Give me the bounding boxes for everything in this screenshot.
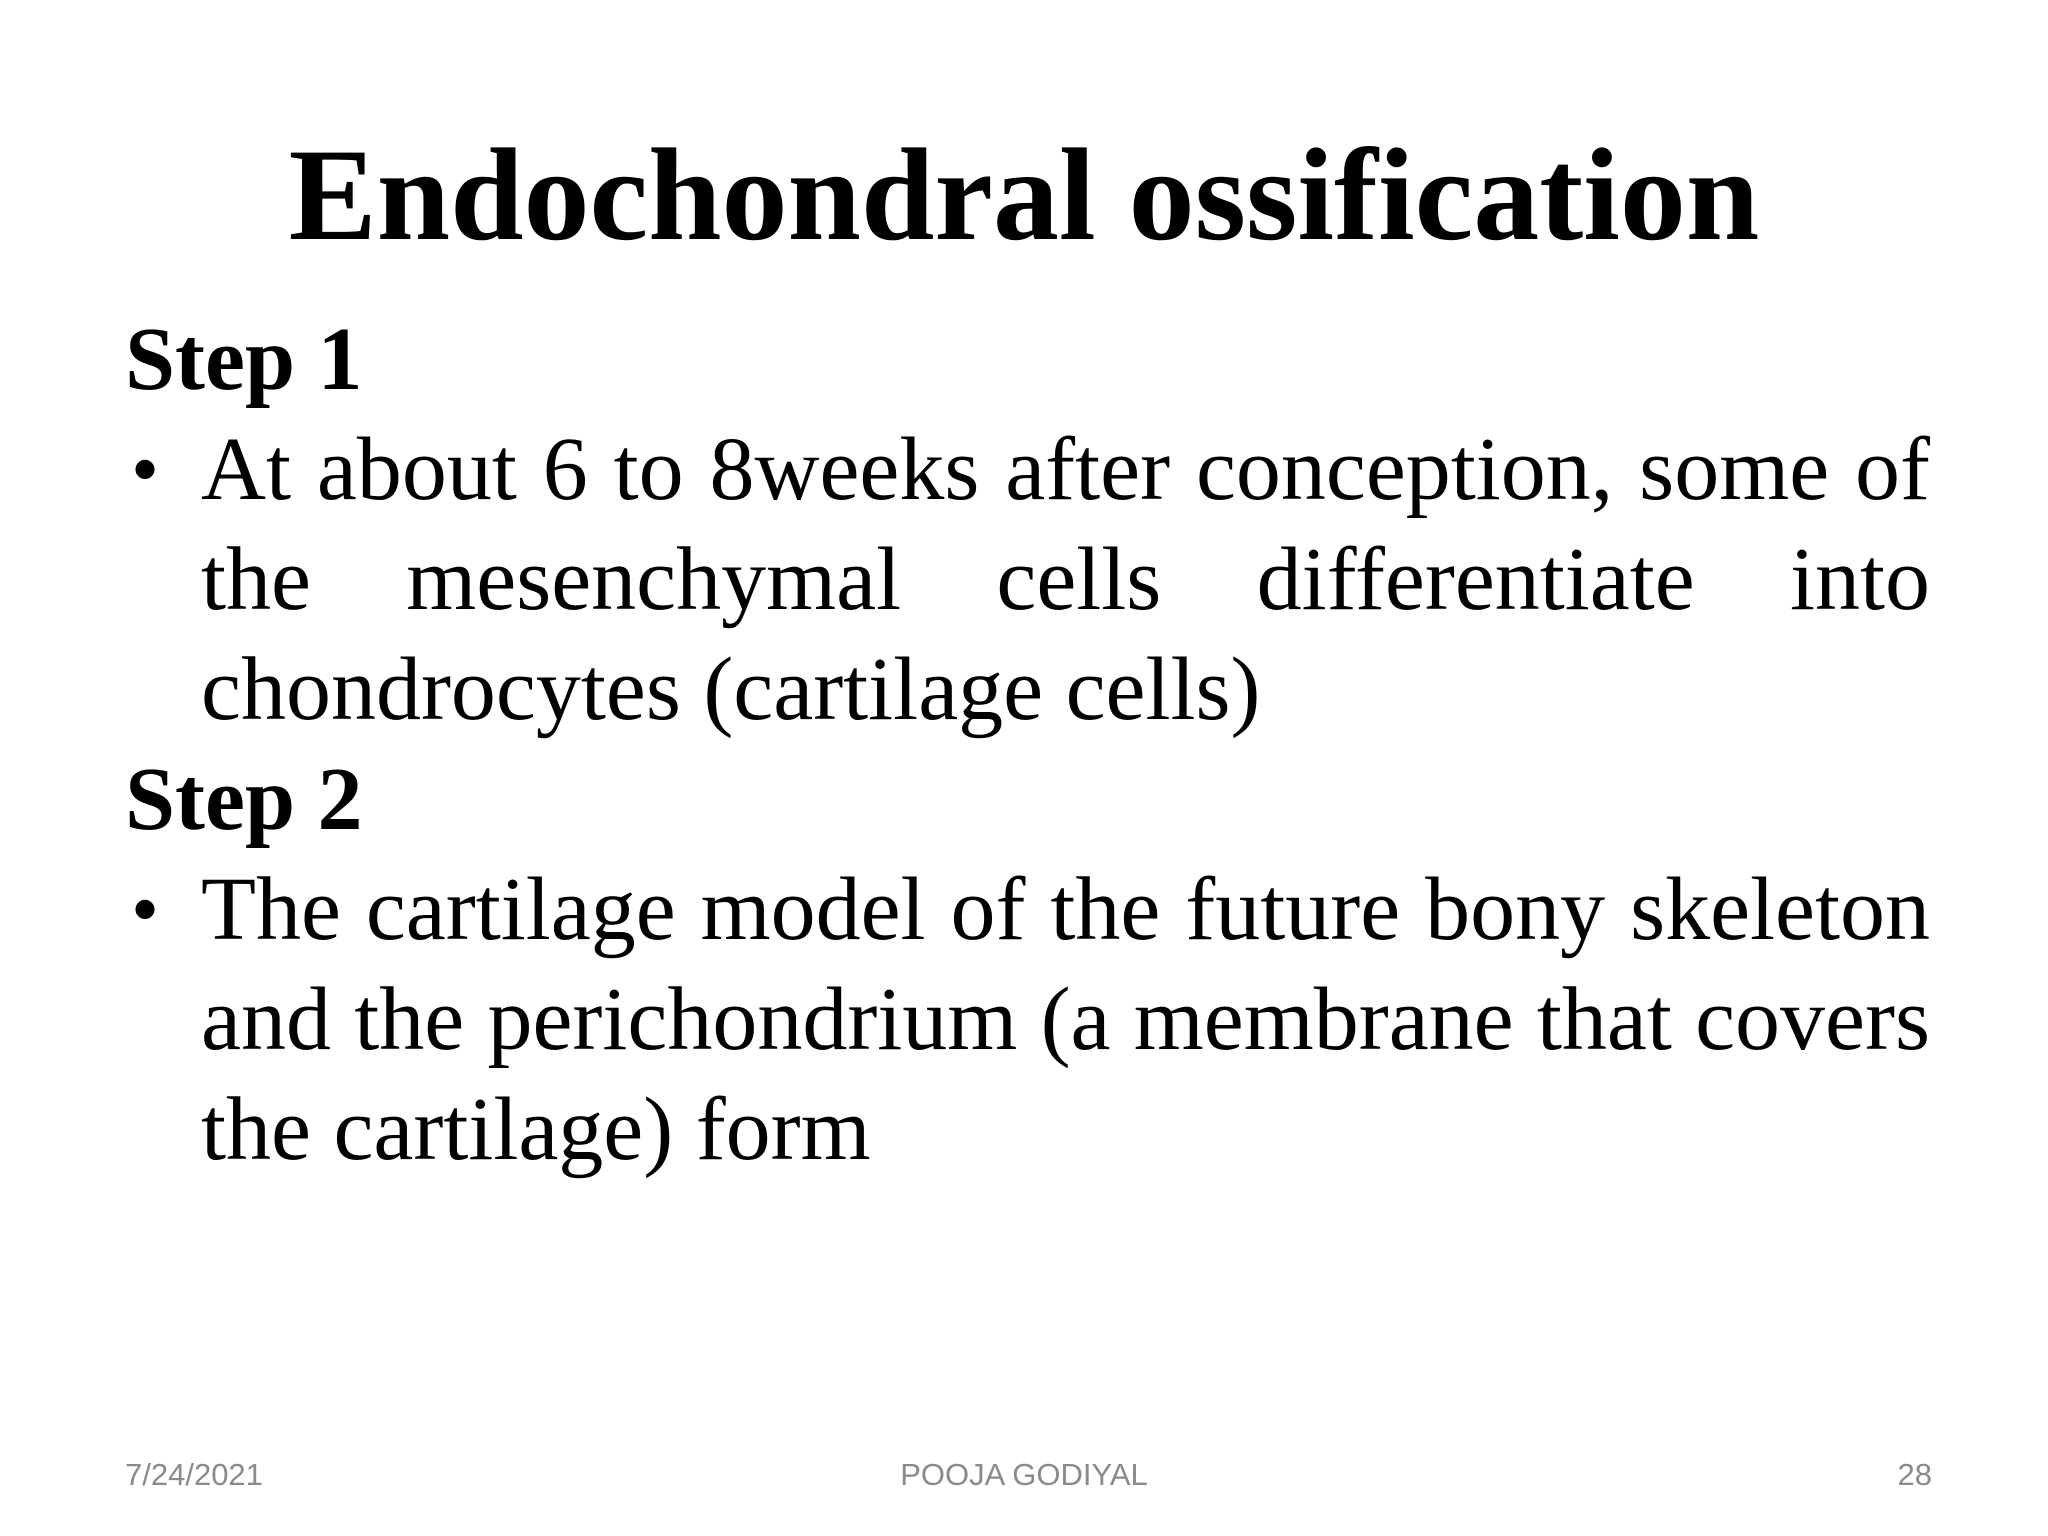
slide-title: Endochondral ossification bbox=[288, 121, 1760, 268]
step-1-heading: Step 1 bbox=[125, 310, 363, 409]
slide-body bbox=[125, 305, 1930, 1185]
step-1-bullet-text: At about 6 to 8weeks after conception, some of the mesenchymal cells differentiate into chondrocytes (cartilage cells) bbox=[201, 420, 1930, 739]
footer-author: POOJA GODIYAL bbox=[900, 1457, 1148, 1492]
step-2-heading: Step 2 bbox=[125, 750, 363, 849]
bullet-icon: • bbox=[131, 426, 160, 514]
step-1-bullet bbox=[125, 415, 1930, 745]
step-2-bullet-text: The cartilage model of the future bony skeleton and the perichondrium (a membrane that covers the cartilage) form bbox=[201, 860, 1930, 1179]
bullet-icon: • bbox=[131, 866, 160, 954]
footer-page-number: 28 bbox=[1897, 1457, 1932, 1492]
footer-date: 7/24/2021 bbox=[125, 1457, 263, 1492]
step-2-bullet bbox=[125, 855, 1930, 1185]
